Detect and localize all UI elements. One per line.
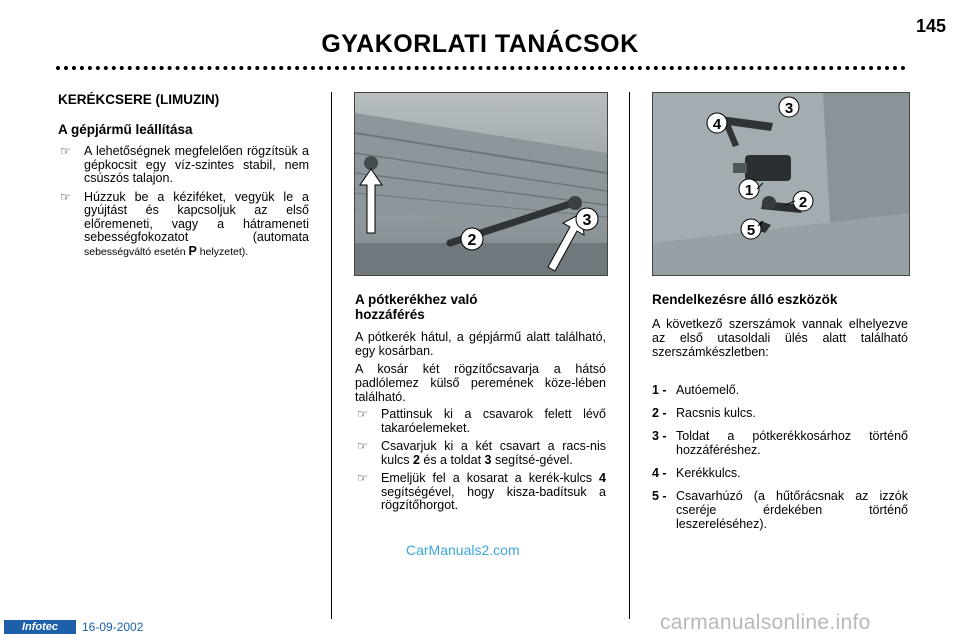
photo-label-5: 5 [746, 222, 756, 239]
watermark-link[interactable]: CarManuals2.com [406, 542, 520, 558]
page-number: 145 [915, 16, 946, 36]
toolkit-photo [652, 92, 910, 276]
section-title-wheel-change: KERÉKCSERE (LIMUZIN) [58, 92, 220, 107]
section-subtitle-stop-vehicle: A gépjármű leállítása [58, 122, 193, 137]
tool-list [652, 383, 908, 531]
photo-label-3: 3 [784, 100, 794, 117]
column-middle [355, 292, 606, 518]
column-left [58, 92, 309, 264]
spare-wheel-access-photo [354, 92, 608, 276]
list-item: 2 - Racsnis kulcs. [652, 406, 756, 420]
pointing-hand-icon: ☞ [60, 189, 71, 204]
header-divider [56, 66, 906, 70]
paragraph: A pótkerék hátul, a gépjármű alatt található, egy kosárban. [355, 330, 606, 358]
bumper-illustration [355, 93, 607, 275]
list-item: ☞ Húzzuk be a kéziféket, vegyük le a gyújtást és kapcsoljuk az első előremeneti, vagy a hátrameneti sebességfokozatot (automata sebességváltó esetén P helyzetet). [60, 189, 309, 258]
list-item: ☞ Pattinsuk ki a csavarok felett lévő takaróelemeket. [357, 407, 606, 435]
photo-label-1: 1 [744, 182, 754, 199]
photo-label-3: 3 [582, 212, 592, 229]
list-item: 1 - Autóemelő. [652, 383, 740, 397]
toolkit-illustration [653, 93, 909, 275]
pointing-hand-icon: ☞ [60, 144, 71, 158]
bullet-list [58, 145, 309, 259]
section-title-tools: Rendelkezésre álló eszközök [652, 292, 838, 307]
paragraph: A kosár két rögzítőcsavarja a hátsó padlólemez külső peremének köze-lében található. [355, 362, 606, 404]
list-item: ☞ A lehetőségnek megfelelően rögzítsük a gépkocsit egy víz-szintes stabil, nem csúszós talajon. [60, 144, 309, 185]
column-divider-1 [331, 92, 332, 619]
bullet-list [355, 408, 606, 513]
list-item: ☞ Csavarjuk ki a két csavart a racs-nis kulcs 2 és a toldat 3 segítsé-gével. [357, 439, 606, 467]
pointing-hand-icon: ☞ [357, 407, 368, 421]
infotec-logo: Infotec [4, 620, 76, 634]
column-right [652, 292, 908, 540]
list-item: 5 - Csavarhúzó (a hűtőrácsnak az izzók cseréje érdekében történő leszereléséhez). [652, 489, 908, 531]
list-item: ☞ Emeljük fel a kosarat a kerék-kulcs 4 segítségével, hogy kisza-badítsuk a rögzítőhorgot. [357, 471, 606, 512]
site-watermark[interactable]: carmanualsonline.info [660, 611, 871, 634]
photo-label-2: 2 [467, 232, 477, 249]
paragraph: A következő szerszámok vannak elhelyezve az első utasoldali ülés alatt található szerszámkészletben: [652, 317, 908, 359]
photo-label-4: 4 [712, 116, 722, 133]
page-title: GYAKORLATI TANÁCSOK [321, 30, 639, 58]
list-item: 3 - Toldat a pótkerékkosárhoz történő hozzáféréshez. [652, 429, 908, 457]
footer-date: 16-09-2002 [82, 620, 144, 634]
photo-label-2: 2 [798, 194, 808, 211]
list-item: 4 - Kerékkulcs. [652, 466, 741, 480]
section-title-spare-access: A pótkerékhez való hozzáférés [355, 292, 478, 322]
pointing-hand-icon: ☞ [357, 439, 368, 453]
pointing-hand-icon: ☞ [357, 471, 368, 485]
column-divider-2 [629, 92, 630, 619]
